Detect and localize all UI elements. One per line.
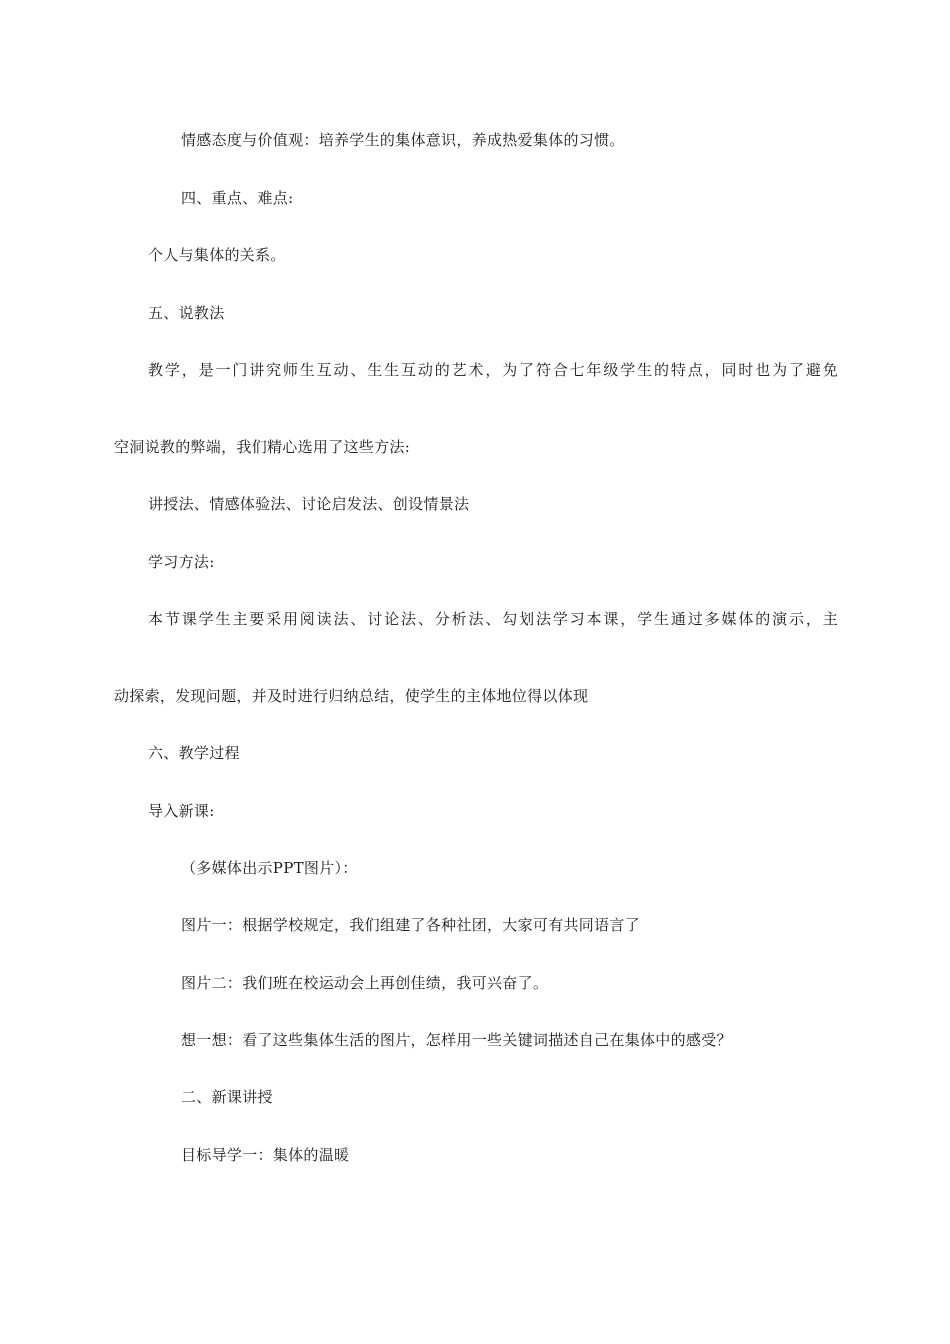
heading-new-lesson: 二、新课讲授 [181,1088,273,1106]
heading-learning-methods: 学习方法: [148,553,215,571]
paragraph-think-about: 想一想：看了这些集体生活的图片，怎样用一些关键词描述自己在集体中的感受？ [181,1031,732,1049]
paragraph-picture-one: 图片一：根据学校规定，我们组建了各种社团，大家可有共同语言了 [181,916,641,934]
heading-lesson-intro: 导入新课: [148,802,215,820]
paragraph-multimedia-note: （多媒体出示PPT图片）： [181,859,358,877]
paragraph-emotion-values: 情感态度与价值观：培养学生的集体意识，养成热爱集体的习惯。 [181,131,625,149]
paragraph-teaching-line-2: 空洞说教的弊端，我们精心选用了这些方法: [114,438,411,456]
paragraph-picture-two: 图片二：我们班在校运动会上再创佳绩，我可兴奋了。 [181,974,549,992]
paragraph-learning-line-2: 动探索，发现问题，并及时进行归纳总结，使学生的主体地位得以体现 [114,687,589,705]
heading-goal-one: 目标导学一：集体的温暖 [181,1146,350,1164]
paragraph-individual-collective: 个人与集体的关系。 [148,246,286,264]
paragraph-learning-line-1: 本节课学生主要采用阅读法、讨论法、分析法、勾划法学习本课，学生通过多媒体的演示，主 [148,610,838,628]
heading-teaching-methods: 五、说教法 [148,304,225,322]
paragraph-teaching-line-1: 教学，是一门讲究师生互动、生生互动的艺术，为了符合七年级学生的特点，同时也为了避免 [148,361,838,379]
heading-teaching-process: 六、教学过程 [148,744,240,762]
paragraph-methods-list: 讲授法、情感体验法、讨论启发法、创设情景法 [148,495,470,513]
heading-key-difficult-points: 四、重点、难点: [181,189,294,207]
